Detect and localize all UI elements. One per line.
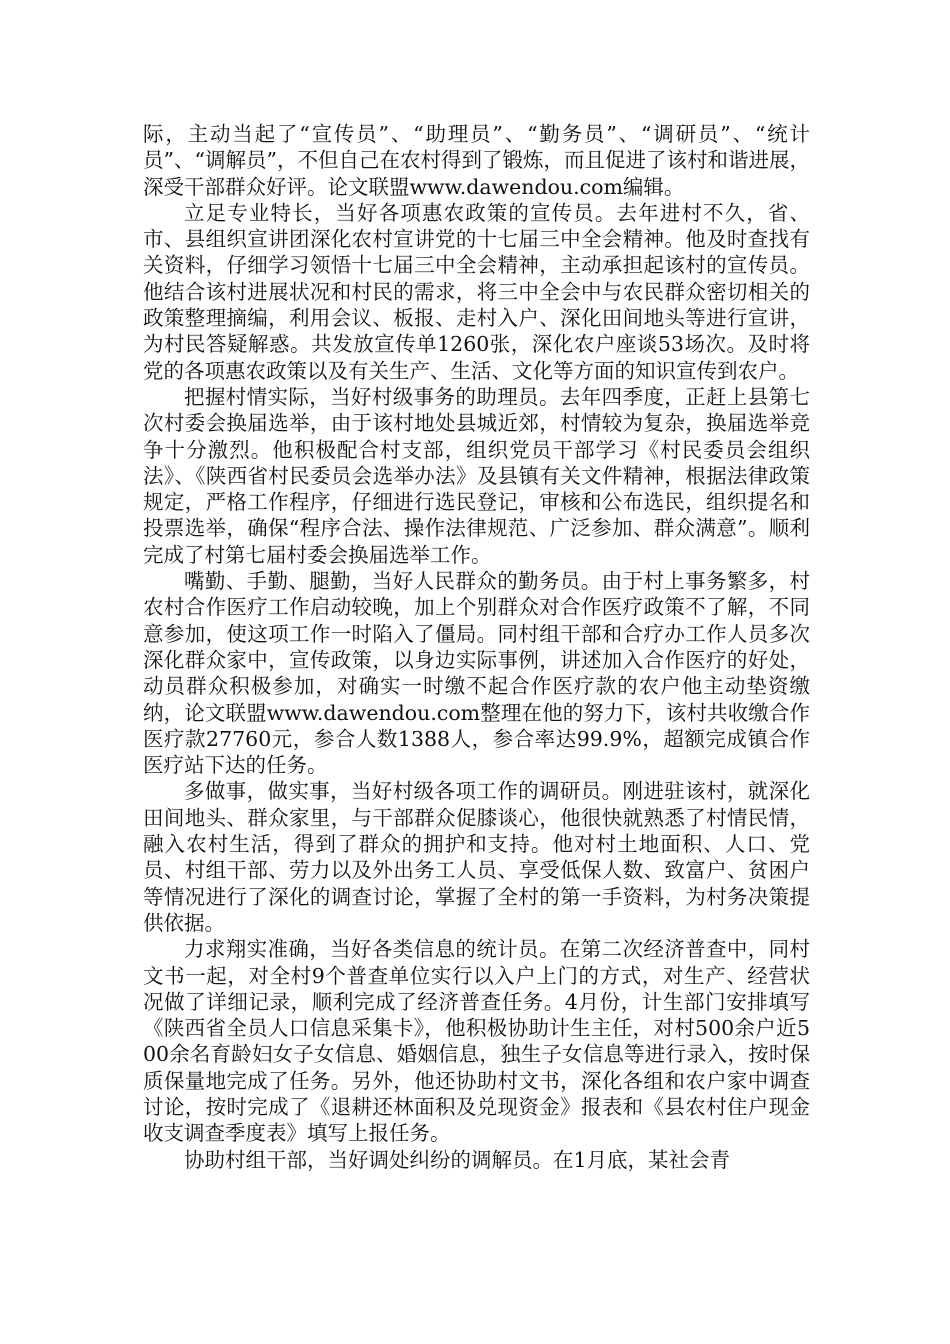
paragraph-researcher: 多做事，做实事，当好村级各项工作的调研员。刚进驻该村，就深化田间地头、群众家里，与干部群众促膝谈心，他很快就熟悉了村情民情，融入农村生活，得到了群众的拥护和支持。他对村土地面积、人口、党员、村组干部、劳力以及外出务工人员、享受低保人数、致富户、贫困户等情况进行了深化的调查讨论，掌握了全村的第一手资料，为村务决策提供依据。	[143, 779, 810, 935]
paragraph-intro: 际，主动当起了“宣传员”、“助理员”、“勤务员”、“调研员”、“统计员”、“调解员”，不但自己在农村得到了锻炼，而且促进了该村和谐进展，深受干部群众好评。论文联盟www.dawendou.com编辑。	[143, 122, 810, 199]
paragraph-propagandist: 立足专业特长，当好各项惠农政策的宣传员。去年进村不久，省、市、县组织宣讲团深化农村宣讲党的十七届三中全会精神。他及时查找有关资料，仔细学习领悟十七届三中全会精神，主动承担起该村的宣传员。他结合该村进展状况和村民的需求，将三中全会中与农民群众密切相关的政策整理摘编，利用会议、板报、走村入户、深化田间地头等进行宣讲，为村民答疑解惑。共发放宣传单1260张，深化农户座谈53场次。及时将党的各项惠农政策以及有关生产、生活、文化等方面的知识宣传到农户。	[143, 200, 810, 383]
paragraph-mediator: 协助村组干部，当好调处纠纷的调解员。在1月底，某社会青	[184, 1147, 731, 1172]
document-page	[143, 121, 810, 1173]
paragraph-assistant: 把握村情实际，当好村级事务的助理员。去年四季度，正赶上县第七次村委会换届选举，由于该村地处县城近郊，村情较为复杂，换届选举竞争十分激烈。他积极配合村支部，组织党员干部学习《村民委员会组织法》、《陕西省村民委员会选举办法》及县镇有关文件精神，根据法律政策规定，严格工作程序，仔细进行选民登记，审核和公布选民，组织提名和投票选举，确保“程序合法、操作法律规范、广泛参加、群众满意”。顺利完成了村第七届村委会换届选举工作。	[143, 384, 810, 567]
paragraph-statistician: 力求翔实准确，当好各类信息的统计员。在第二次经济普查中，同村文书一起，对全村9个普查单位实行以入户上门的方式，对生产、经营状况做了详细记录，顺利完成了经济普查任务。4月份，计生部门安排填写《陕西省全员人口信息采集卡》，他积极协助计生主任，对村500余户近500余名育龄妇女子女信息、婚姻信息，独生子女信息等进行录入，按时保质保量地完成了任务。另外，他还协助村文书，深化各组和农户家中调查讨论，按时完成了《退耕还林面积及兑现资金》报表和《县农村住户现金收支调查季度表》填写上报任务。	[143, 937, 810, 1146]
paragraph-orderly: 嘴勤、手勤、腿勤，当好人民群众的勤务员。由于村上事务繁多，村农村合作医疗工作启动较晚，加上个别群众对合作医疗政策不了解，不同意参加，使这项工作一时陷入了僵局。同村组干部和合疗办工作人员多次深化群众家中，宣传政策，以身边实际事例，讲述加入合作医疗的好处，动员群众积极参加，对确实一时缴不起合作医疗款的农户他主动垫资缴纳，论文联盟www.dawendou.com整理在他的努力下，该村共收缴合作医疗款27760元，参合人数1388人，参合率达99.9%，超额完成镇合作医疗站下达的任务。	[143, 569, 810, 778]
